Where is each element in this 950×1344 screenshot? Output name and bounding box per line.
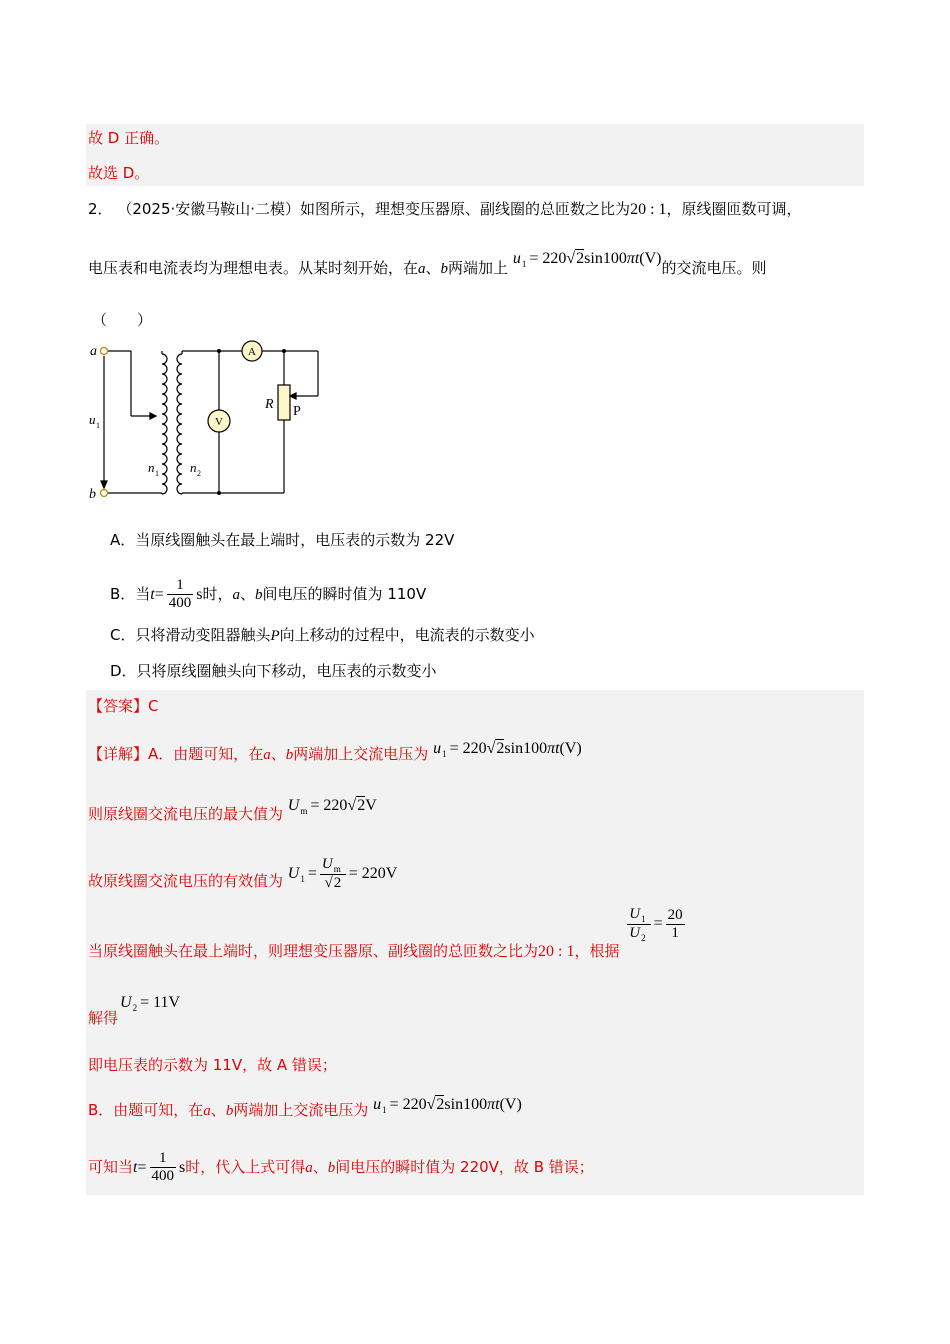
u1-label: u — [89, 412, 96, 427]
detail-line-4: 当原线圈触头在最上端时，则理想变压器原、副线圈的总匝数之比为20 : 1，根据 $\frac{U_1}{U_2}$ = $\frac{20}{1}$ — [88, 906, 683, 961]
question-stem-line-2: 电压表和电流表均为理想电表。从某时刻开始，在a、b两端加上 $u_1 = 220√2\sin 100\pi t(V)$的交流电压。则 — [88, 250, 767, 277]
question-stem-line-1: 2． （2025·安徽马鞍山·二模）如图所示，理想变压器原、副线圈的总匝数之比为20 : 1，原线圈匝数可调， — [88, 200, 802, 218]
n2-label: n — [190, 460, 197, 475]
voltage-formula: $u_1 = 220√2\sin 100\pi t(V)$ — [512, 250, 662, 269]
terminal-b-label: b — [89, 487, 96, 502]
ammeter-label: A — [248, 346, 256, 358]
detail-line-7: B．由题可知，在a、b两端加上交流电压为 $u_1 = 220√2\sin 100\pi t(V)$ — [88, 1096, 522, 1119]
detail-line-5: 解得 — [88, 1009, 119, 1027]
detail-line-2: 则原线圈交流电压的最大值为 $U_m = 220√2V$ — [88, 797, 377, 823]
answer-label: 【答案】C — [88, 697, 159, 715]
detail-line-6: 即电压表的示数为 11V，故 A 错误； — [88, 1056, 337, 1074]
detail-line-5-formula: $U_2 = 11V$ — [120, 994, 181, 1013]
option-a[interactable]: A．当原线圈触头在最上端时，电压表的示数为 22V — [110, 531, 455, 549]
terminal-a-label: a — [90, 344, 97, 359]
n1-label: n — [148, 460, 155, 475]
detail-line-8: 可知当t= $\frac{1}{400}$ s时，代入上式可得a、b间电压的瞬时值为 220V，故 B 错误； — [88, 1150, 594, 1184]
voltmeter-label: V — [215, 416, 223, 428]
question-number: 2． — [88, 200, 113, 218]
question-source: （2025·安徽马鞍山·二模） — [117, 200, 301, 218]
option-c[interactable]: C．只将滑动变阻器触头P向上移动的过程中，电流表的示数变小 — [110, 626, 535, 644]
resistor-label: R — [265, 397, 274, 412]
svg-text:1: 1 — [96, 421, 100, 430]
svg-text:1: 1 — [155, 469, 159, 478]
option-d[interactable]: D．只将原线圈触头向下移动，电压表的示数变小 — [110, 662, 437, 680]
svg-text:2: 2 — [197, 469, 201, 478]
slider-label: P — [293, 404, 301, 419]
answer-bracket: （ ） — [92, 311, 153, 329]
transformer-circuit-diagram — [84, 338, 334, 508]
previous-answer-line-1: 故 D 正确。 — [88, 129, 170, 147]
detail-line-3: 故原线圈交流电压的有效值为 $U_1$ = $\frac{U_m}{√2}$ = 220V — [88, 856, 398, 891]
option-b[interactable]: B．当t= $\frac{1}{400}$ s时，a、b间电压的瞬时值为 110V — [110, 577, 427, 611]
detail-line-1: 【详解】A．由题可知，在a、b两端加上交流电压为 $u_1 = 220√2\sin 100\pi t(V)$ — [88, 740, 582, 763]
previous-answer-block — [86, 124, 864, 186]
previous-answer-line-2: 故选 D。 — [88, 164, 150, 182]
